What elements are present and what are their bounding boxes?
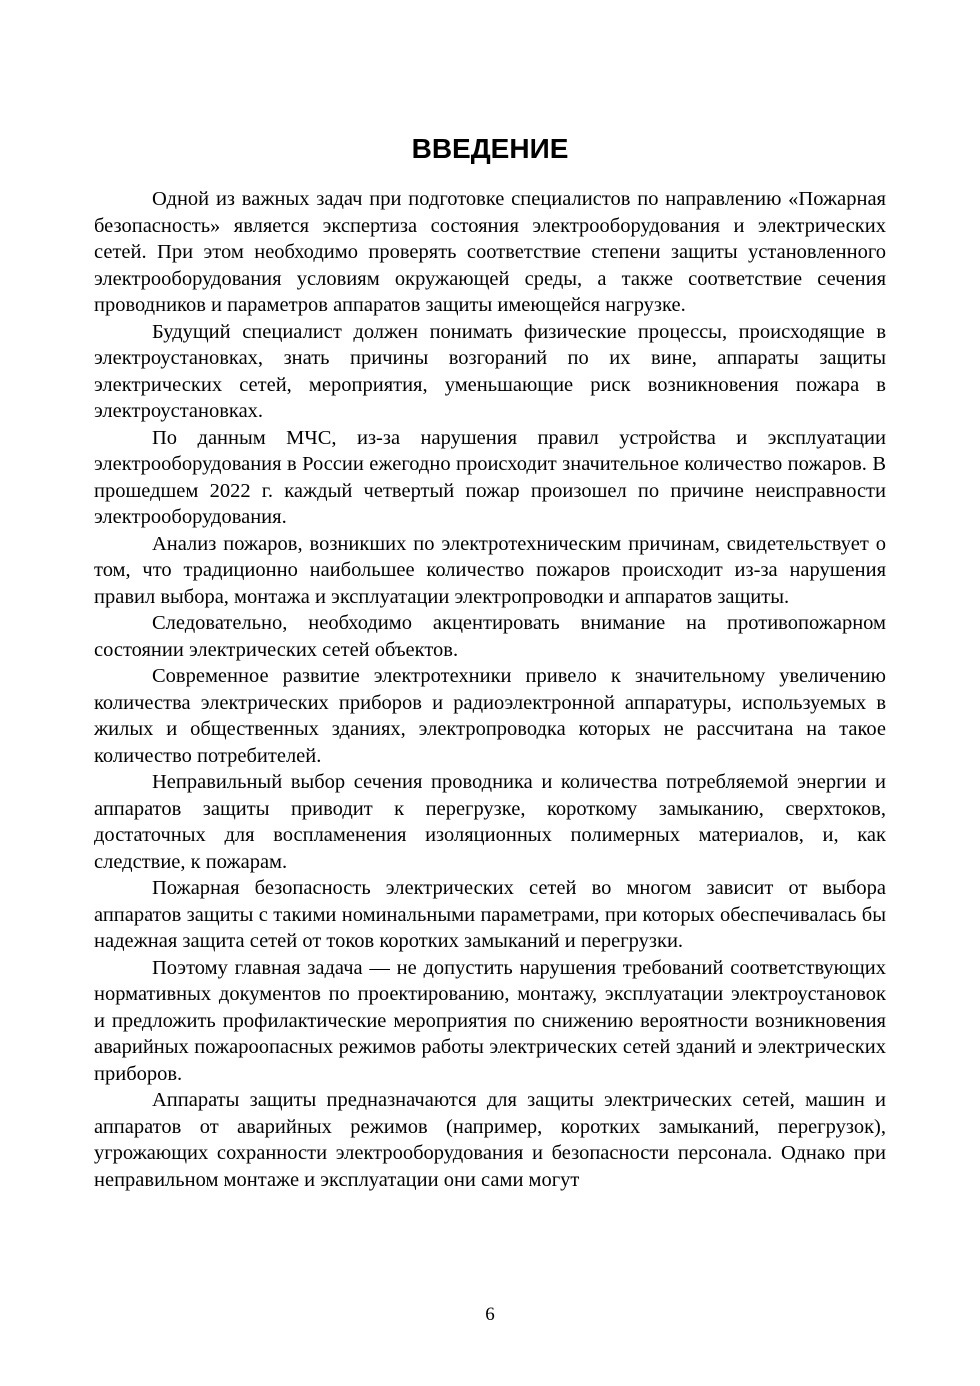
body-text (94, 186, 886, 1193)
paragraph-7: Неправильный выбор сечения проводника и количества потребляемой энергии и аппаратов защиты приводит к перегрузке, короткому замыканию, сверхтоков, достаточных для воспламенения изоляционных полимерных материалов, и, как следствие, к пожарам. (94, 771, 886, 873)
paragraph-3: По данным МЧС, из-за нарушения правил устройства и эксплуатации электрооборудования в России ежегодно происходит значительное количество пожаров. В прошедшем 2022 г. каждый четвертый пожар произошел по причине неисправности электрооборудования. (94, 426, 886, 528)
paragraph-2: Будущий специалист должен понимать физические процессы, происходящие в электроустановках, знать причины возгораний по их вине, аппараты защиты электрических сетей, мероприятия, уменьшающие риск возникновения пожара в электроустановках. (94, 320, 886, 422)
paragraph-1: Одной из важных задач при подготовке специалистов по направлению «Пожарная безопасность» является экспертиза состояния электрооборудования и электрических сетей. При этом необходимо проверять соответствие степени защиты установленного электрооборудования условиям окружающей среды, а также соответствие сечения проводников и параметров аппаратов защиты имеющейся нагрузке. (94, 188, 886, 316)
paragraph-10: Аппараты защиты предназначаются для защиты электрических сетей, машин и аппаратов от аварийных режимов (например, коротких замыканий, перегрузок), угрожающих сохранности электрооборудования и безопасности персонала. Однако при неправильном монтаже и эксплуатации они сами могут (94, 1089, 886, 1191)
paragraph-9: Поэтому главная задача — не допустить нарушения требований соответствующих нормативных документов по проектированию, монтажу, эксплуатации электроустановок и предложить профилактические мероприятия по снижению вероятности возникновения аварийных пожароопасных режимов работы электрических сетей зданий и электрических приборов. (94, 956, 886, 1085)
paragraph-4: Анализ пожаров, возникших по электротехническим причинам, свидетельствует о том, что традиционно наибольшее количество пожаров происходит из-за нарушения правил выбора, монтажа и эксплуатации электропроводки и аппаратов защиты. (94, 532, 886, 608)
page-title: ВВЕДЕНИЕ (411, 133, 569, 164)
paragraph-8: Пожарная безопасность электрических сетей во многом зависит от выбора аппаратов защиты с такими номинальными параметрами, при которых обеспечивалась бы надежная защита сетей от токов коротких замыканий и перегрузки. (94, 877, 886, 952)
page-number: 6 (485, 1304, 495, 1325)
paragraph-5: Следовательно, необходимо акцентировать внимание на противопожарном состоянии электрических сетей объектов. (94, 612, 886, 661)
paragraph-6: Современное развитие электротехники привело к значительному увеличению количества электрических приборов и радиоэлектронной аппаратуры, используемых в жилых и общественных зданиях, электропроводка которых не рассчитана на такое количество потребителей. (94, 665, 886, 767)
